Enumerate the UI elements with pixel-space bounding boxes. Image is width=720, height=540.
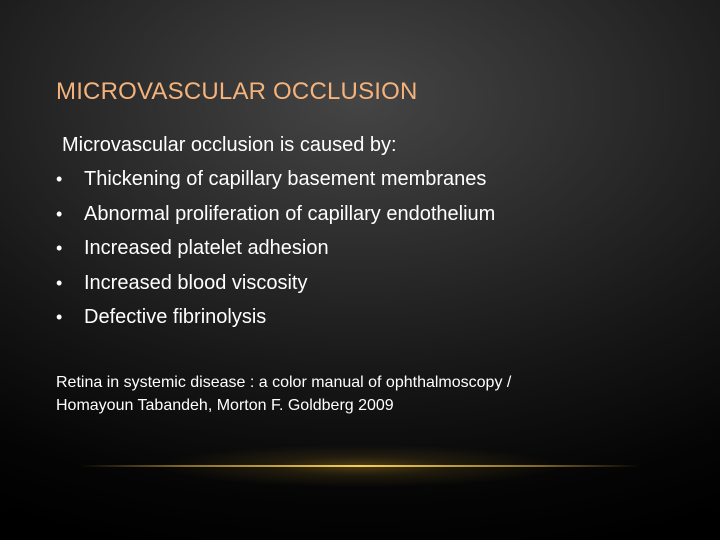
bullet-text: Increased platelet adhesion [84,237,329,259]
citation-line-1: Retina in systemic disease : a color manual of ophthalmoscopy / [56,374,512,391]
list-item [56,269,495,304]
bullet-icon: • [56,238,63,258]
bullet-icon: • [56,272,63,293]
bullet-icon: • [56,169,63,189]
bullet-list [56,165,495,338]
list-item [56,303,495,338]
intro-text: Microvascular occlusion is caused by: [62,134,397,156]
bullet-text: Thickening of capillary basement membranes [84,168,487,190]
citation-line-2: Homayoun Tabandeh, Morton F. Goldberg 2009 [56,397,394,414]
citation [56,371,511,417]
bullet-text: Increased blood viscosity [84,271,308,294]
accent-divider-line [80,465,640,467]
bullet-text: Defective fibrinolysis [84,306,267,328]
bullet-icon: • [56,307,63,327]
list-item [56,165,495,200]
bullet-icon: • [56,203,63,224]
list-item [56,200,495,235]
slide-title: MICROVASCULAR OCCLUSION [56,78,418,105]
list-item [56,234,495,269]
bullet-text: Abnormal proliferation of capillary endothelium [84,202,496,225]
